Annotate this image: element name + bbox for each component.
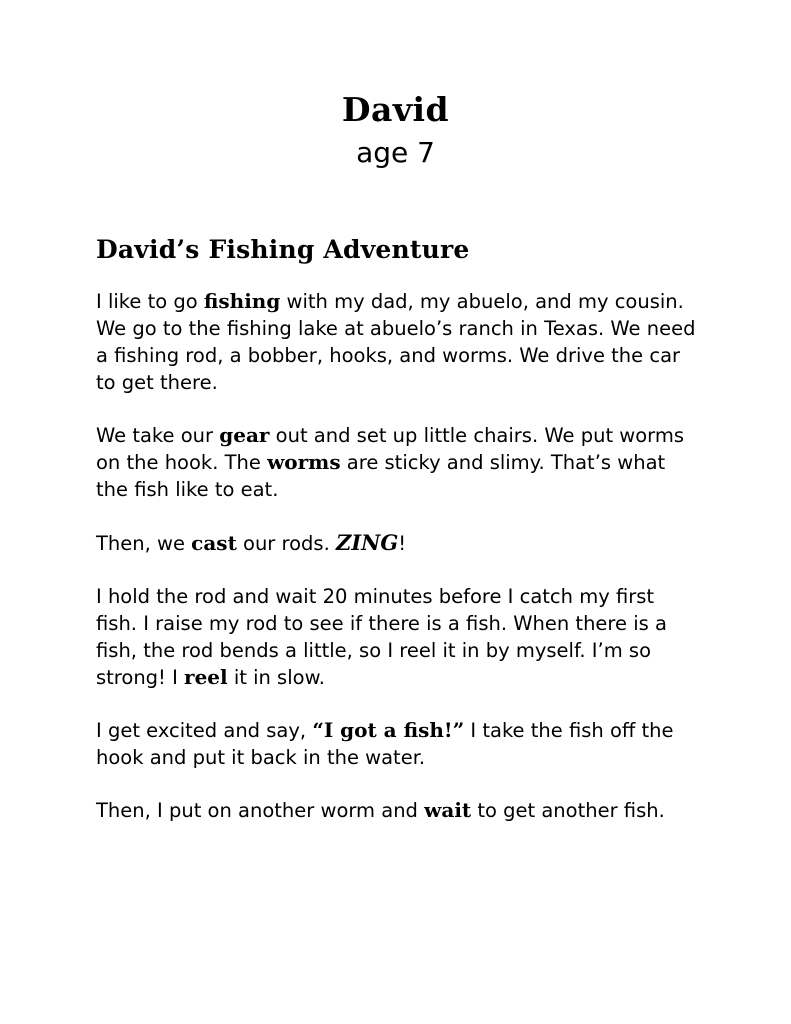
emphasized-word: wait	[424, 798, 472, 822]
emphasized-word: cast	[191, 531, 237, 555]
emphasized-word: fishing	[203, 289, 281, 313]
emphasized-word: “I got a fish!”	[312, 718, 465, 742]
story-paragraph: Then, I put on another worm and wait to get another fish.	[96, 798, 665, 822]
story-paragraph: I get excited and say, “I got a fish!” I take the fish off the hook and put it back in the water.	[96, 718, 674, 769]
story-paragraph: Then, we cast our rods. ZING!	[96, 530, 407, 555]
emphasized-word: gear	[219, 423, 270, 447]
document-header	[92, 90, 699, 172]
emphasized-word: worms	[267, 450, 341, 474]
story-title: David’s Fishing Adventure	[96, 235, 470, 264]
author-age: age 7	[356, 136, 435, 169]
story-paragraph: We take our gear out and set up little chairs. We put worms on the hook. The worms are sticky and slimy. That’s what the fish like to eat.	[96, 423, 684, 501]
emphasized-word: ZING	[335, 530, 399, 555]
author-name: David	[341, 90, 450, 129]
story-body	[92, 288, 699, 824]
story-paragraph: I hold the rod and wait 20 minutes before I catch my first fish. I raise my rod to see if there is a fish. When there is a fish, the rod bends a little, so I reel it in by myself. I’m so strong! I reel it in slow.	[96, 585, 667, 689]
story-paragraph: I like to go fishing with my dad, my abuelo, and my cousin. We go to the fishing lake at abuelo’s ranch in Texas. We need a fishing rod, a bobber, hooks, and worms. We drive the car to get there.	[96, 289, 696, 394]
emphasized-word: reel	[184, 665, 228, 689]
